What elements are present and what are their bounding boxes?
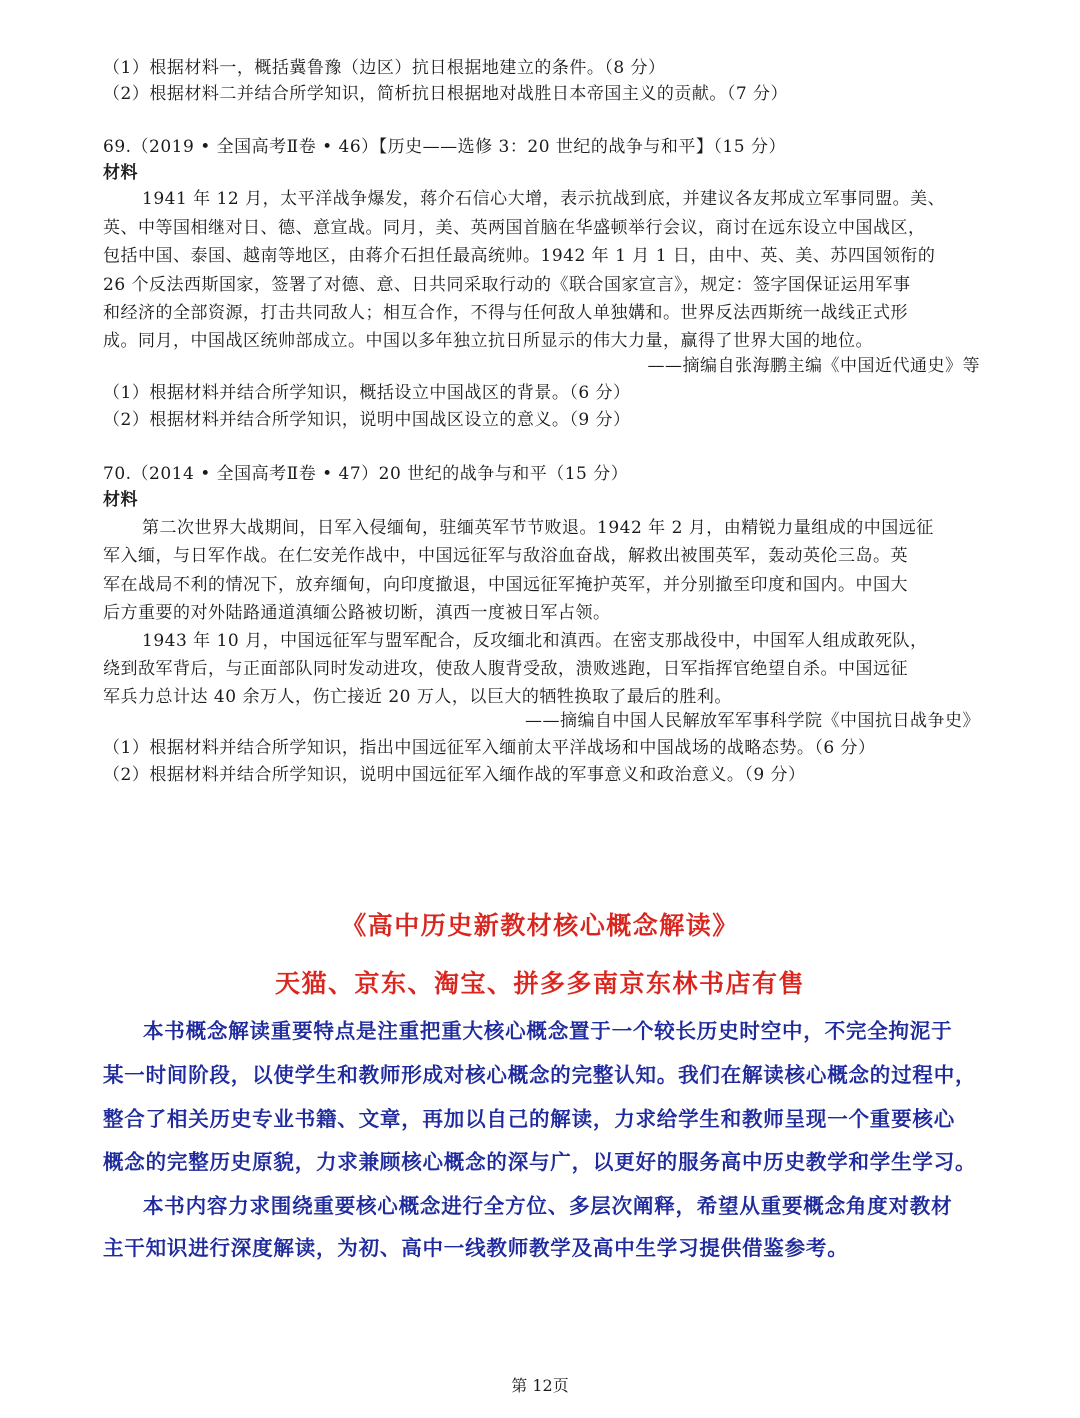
- q69-question-2: （2）根据材料并结合所学知识，说明中国战区设立的意义。（9 分）: [103, 410, 631, 430]
- q69-material-label: 材料: [103, 163, 138, 183]
- q70-material-line: 1943 年 10 月，中国远征军与盟军配合，反攻缅北和滇西。在密支那战役中，中国军人组成敢死队，: [142, 631, 928, 651]
- q70-header: 70.（2014 • 全国高考Ⅱ卷 • 47）20 世纪的战争与和平（15 分）: [103, 464, 629, 484]
- q69-material-line: 包括中国、泰国、越南等地区，由蒋介石担任最高统帅。1942 年 1 月 1 日，由中、英、美、苏四国领衔的: [103, 246, 936, 266]
- q70-source: ——摘编自中国人民解放军军事科学院《中国抗日战争史》: [525, 711, 980, 731]
- q69-material-line: 英、中等国相继对日、德、意宣战。同月，美、英两国首脑在华盛顿举行会议，商讨在远东设立中国战区，: [103, 218, 926, 238]
- q70-material-line: 第二次世界大战期间，日军入侵缅甸，驻缅英军节节败退。1942 年 2 月，由精锐力量组成的中国远征: [142, 518, 934, 538]
- q70-material-line: 军在战局不利的情况下，放弃缅甸，向印度撤退，中国远征军掩护英军，并分别撤至印度和国内。中国大: [103, 575, 908, 595]
- q70-material-line: 绕到敌军背后，与正面部队同时发动进攻，使敌人腹背受敌，溃败逃跑，日军指挥官绝望自杀。中国远征: [103, 659, 908, 679]
- page-number: 第 12页: [511, 1376, 569, 1395]
- q70-material-line: 后方重要的对外陆路通道滇缅公路被切断，滇西一度被日军占领。: [103, 603, 611, 623]
- promo-paragraph-line: 本书概念解读重要特点是注重把重大核心概念置于一个较长历史时空中，不完全拘泥于: [143, 1019, 953, 1043]
- q70-question-2: （2）根据材料并结合所学知识，说明中国远征军入缅作战的军事意义和政治意义。（9 分）: [103, 765, 806, 785]
- q69-header: 69.（2019 • 全国高考Ⅱ卷 • 46）【历史——选修 3：20 世纪的战争与和平】（15 分）: [103, 137, 786, 157]
- prev-question-2: （2）根据材料二并结合所学知识，简析抗日根据地对战胜日本帝国主义的贡献。（7 分）: [103, 84, 789, 104]
- q69-material-line: 1941 年 12 月，太平洋战争爆发，蒋介石信心大增，表示抗战到底，并建议各友邦成立军事同盟。美、: [142, 189, 946, 209]
- promo-paragraph-line: 概念的完整历史原貌，力求兼顾核心概念的深与广，以更好的服务高中历史教学和学生学习。: [103, 1150, 977, 1174]
- promo-paragraph-line: 整合了相关历史专业书籍、文章，再加以自己的解读，力求给学生和教师呈现一个重要核心: [103, 1107, 955, 1131]
- q70-material-label: 材料: [103, 490, 138, 510]
- q69-question-1: （1）根据材料并结合所学知识，概括设立中国战区的背景。（6 分）: [103, 383, 631, 403]
- q70-material-line: 军兵力总计达 40 余万人，伤亡接近 20 万人，以巨大的牺牲换取了最后的胜利。: [103, 687, 732, 707]
- promo-book-title: 《高中历史新教材核心概念解读》: [341, 911, 739, 940]
- q69-source: ——摘编自张海鹏主编《中国近代通史》等: [647, 356, 980, 376]
- promo-paragraph-line: 主干知识进行深度解读，为初、高中一线教师教学及高中生学习提供借鉴参考。: [103, 1236, 849, 1260]
- q70-question-1: （1）根据材料并结合所学知识，指出中国远征军入缅前太平洋战场和中国战场的战略态势。（6 分）: [103, 738, 876, 758]
- q69-material-line: 和经济的全部资源，打击共同敌人；相互合作，不得与任何敌人单独媾和。世界反法西斯统一战线正式形: [103, 303, 908, 323]
- q69-material-line: 26 个反法西斯国家，签署了对德、意、日共同采取行动的《联合国家宣言》，规定：签字国保证运用军事: [103, 275, 911, 295]
- promo-paragraph-line: 本书内容力求围绕重要核心概念进行全方位、多层次阐释，希望从重要概念角度对教材: [143, 1194, 953, 1218]
- promo-store-line: 天猫、京东、淘宝、拼多多南京东林书店有售: [274, 969, 805, 998]
- q69-material-line: 成。同月，中国战区统帅部成立。中国以多年独立抗日所显示的伟大力量，赢得了世界大国的地位。: [103, 331, 873, 351]
- promo-paragraph-line: 某一时间阶段，以使学生和教师形成对核心概念的完整认知。我们在解读核心概念的过程中，: [103, 1063, 977, 1087]
- q70-material-line: 军入缅，与日军作战。在仁安羌作战中，中国远征军与敌浴血奋战，解救出被围英军，轰动英伦三岛。英: [103, 546, 908, 566]
- prev-question-1: （1）根据材料一，概括冀鲁豫（边区）抗日根据地建立的条件。（8 分）: [103, 58, 666, 78]
